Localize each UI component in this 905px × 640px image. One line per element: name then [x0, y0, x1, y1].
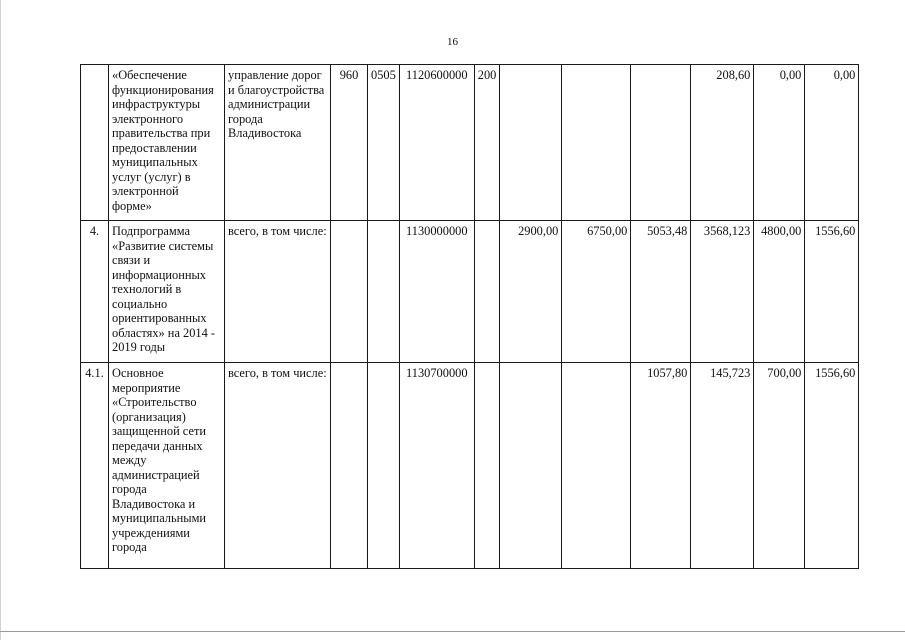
program-name: Основное мероприятие «Строительство (организация) защищенной сети передачи данных между администрацией города Владивостока и муниципальными учреждениями города: [109, 363, 225, 569]
csr-code: 1120600000: [399, 65, 474, 221]
row-number: [81, 65, 109, 221]
amount-2014: [500, 363, 562, 569]
amount-2017: 3568,123: [691, 221, 754, 363]
scan-bottom-edge: [0, 631, 905, 632]
program-name: Подпрограмма «Развитие системы связи и информационных технологий в социально ориентированных областях» на 2014 - 2019 годы: [109, 221, 225, 363]
budget-table: [80, 64, 859, 569]
rzpr-code: [368, 221, 400, 363]
grbs-code: [331, 363, 368, 569]
vr-code: [474, 221, 500, 363]
table-row: [81, 221, 859, 363]
amount-2017: 145,723: [691, 363, 754, 569]
grbs-code: [331, 221, 368, 363]
row-number: 4.: [81, 221, 109, 363]
scan-edge-line: [0, 0, 1, 640]
amount-2018: 700,00: [754, 363, 805, 569]
page-number: 16: [447, 36, 458, 48]
amount-2016: 1057,80: [631, 363, 691, 569]
amount-2019: 0,00: [805, 65, 859, 221]
amount-2015: [562, 65, 631, 221]
amount-2014: 2900,00: [500, 221, 562, 363]
amount-2016: [631, 65, 691, 221]
table-row: [81, 363, 859, 569]
executor: управление дорог и благоустройства администрации города Владивостока: [225, 65, 331, 221]
csr-code: 1130700000: [399, 363, 474, 569]
amount-2015: [562, 363, 631, 569]
executor: всего, в том числе:: [225, 221, 331, 363]
csr-code: 1130000000: [399, 221, 474, 363]
amount-2017: 208,60: [691, 65, 754, 221]
executor: всего, в том числе:: [225, 363, 331, 569]
table-row: [81, 65, 859, 221]
program-name: «Обеспечение функционирования инфраструктуры электронного правительства при предоставлении муниципальных услуг (услуг) в электронной форме»: [109, 65, 225, 221]
amount-2018: 4800,00: [754, 221, 805, 363]
amount-2018: 0,00: [754, 65, 805, 221]
amount-2014: [500, 65, 562, 221]
amount-2016: 5053,48: [631, 221, 691, 363]
vr-code: [474, 363, 500, 569]
vr-code: 200: [474, 65, 500, 221]
amount-2019: 1556,60: [805, 221, 859, 363]
grbs-code: 960: [331, 65, 368, 221]
row-number: 4.1.: [81, 363, 109, 569]
rzpr-code: 0505: [368, 65, 400, 221]
rzpr-code: [368, 363, 400, 569]
amount-2019: 1556,60: [805, 363, 859, 569]
amount-2015: 6750,00: [562, 221, 631, 363]
